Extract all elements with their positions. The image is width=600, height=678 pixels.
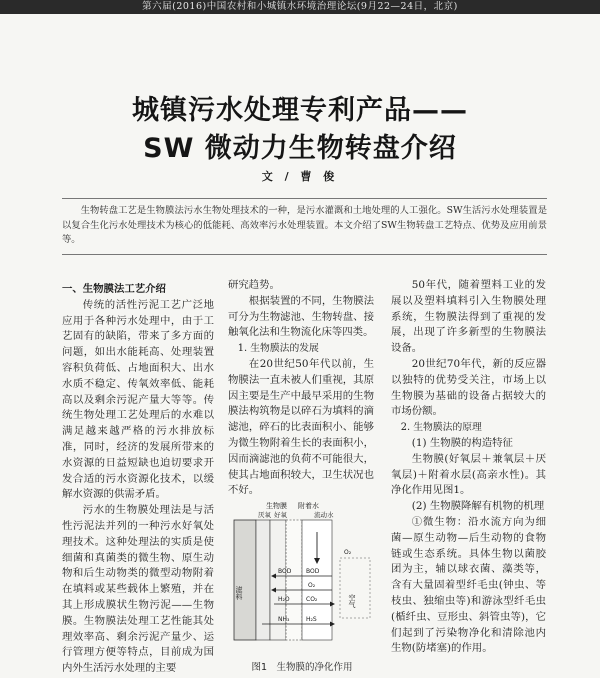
paragraph: (2) 生物膜降解有机物的机理: [411, 500, 545, 513]
carrier-block: [234, 520, 256, 640]
author-byline: 文 / 曹 俊: [261, 170, 339, 183]
body-column-3: [391, 278, 546, 674]
abstract: 生物转盘工艺是生物膜法污水生物处理技术的一种，是污水灌溉和土地处理的人工强化。SW生活污水处理装置是以复合生化污水处理技术为核心的低能耗、高效率污水处理装置。本文介绍了SW生物转盘工艺特点、优势及应用前景等。: [62, 205, 547, 246]
gas-arrow-head: [330, 622, 335, 627]
label-air: 空气: [348, 594, 356, 608]
abstract-top-rule: [62, 198, 547, 199]
label-attached-water: 附着水: [298, 502, 319, 510]
paragraph: 根据装置的不同，生物膜法可分为生物滤池、生物转盘、接触氧化法和生物流化床等四类。: [228, 294, 374, 339]
paragraph: (1) 生物膜的构造特征: [411, 436, 513, 449]
label-bod-1: BOD: [306, 568, 320, 575]
label-h2s: H₂S: [306, 616, 317, 623]
paragraph: 研究趋势。: [228, 279, 280, 291]
label-o2-air: O₂: [344, 549, 352, 556]
paragraph: 20世纪70年代，新的反应器以独特的优势受关注，市场上以生物膜为基础的设备占据较大的市场份额。: [391, 357, 546, 418]
journal-header: 第六届(2016)中国农村和小城镇水环境治理论坛(9月22—24日，北京): [0, 0, 600, 14]
paragraph: 在20世纪50年代以前，生物膜法一直未被人们重视，其原因主要是生产中最早采用的生物膜法构筑物是以碎石为填料的滴滤池，碎石的比表面积小、能够为微生物附着生长的表面积小，因而滴滤池的负荷不可能很大，使其占地面积较大，卫生状况也不好。: [228, 357, 374, 497]
label-o2: O₂: [308, 582, 316, 589]
paragraph: 污水的生物膜处理法是与活性污泥法并列的一种污水好氧处理技术。这种处理法的实质是使细菌和真菌类的微生物、原生动物和后生动物类的微型动物附着在填料或某些载体上繁殖，并在其上形成膜状生物污泥——生物膜。生物膜法处理工艺性能其处理效率高、剩余污泥产量少、运行管理方便等特点，目前成为国内外生活污水处理的主要: [62, 504, 214, 674]
article-title-line2: SW 微动力生物转盘介绍: [143, 133, 457, 164]
label-flowing-water: 流动水: [314, 511, 334, 519]
subsection-heading: 1. 生物膜法的发展: [237, 343, 319, 355]
label-biofilm: 生物膜: [266, 502, 287, 510]
product-arrow-head: [330, 602, 335, 607]
air-zone: [340, 558, 370, 618]
figure-1: [222, 498, 382, 674]
body-column-2: [228, 278, 374, 498]
label-bod-2: BOD: [278, 568, 292, 575]
paragraph: ①微生物：沿水流方向为细菌—原生动物—后生动物的食物链或生态系统。具体生物以菌胶团为主，辅以球衣菌、藻类等，含有大量固着型纤毛虫(钟虫、等枝虫、独缩虫等)和游泳型纤毛虫(楯纤虫、豆形虫、斜管虫等)，它们起到了污染物净化和清除池内生物(防堵塞)的作用。: [391, 515, 546, 655]
label-nh3: NH₃: [278, 616, 290, 623]
label-aerobic: 好氧: [274, 511, 287, 519]
paragraph: 传统的活性污泥工艺广泛地应用于各种污水处理中，由于工艺固有的缺陷，带来了多方面的问题，如出水能耗高、处理装置容积负荷低、占地面积大、出水水质不稳定、传氧效率低、能耗高以及剩余污泥产量大等等。传统生物处理工艺处理后的水难以满足越来越严格的污水排放标准，同时，经济的发展所带来的水资源的日益短缺也迫切要求开发合适的污水资源化技术，以缓解水资源的供需矛盾。: [62, 298, 214, 501]
body-column-1: [62, 282, 214, 674]
label-h2o: H₂O: [278, 596, 290, 603]
label-carrier: 滤料: [235, 586, 243, 600]
subsection-heading: 2. 生物膜法的原理: [400, 422, 482, 434]
abstract-bottom-rule: [62, 254, 547, 255]
section-heading: 一、生物膜法工艺介绍: [62, 283, 166, 295]
anaerobic-layer: [256, 520, 270, 640]
label-co2: CO₂: [306, 596, 318, 603]
article-title-line1: 城镇污水处理专利产品——: [132, 95, 468, 126]
paragraph: 生物膜(好氧层＋兼氧层＋厌氧层)＋附着水层(高亲水性)。其净化作用见图1。: [391, 452, 546, 497]
figure-caption: 图1 生物膜的净化作用: [251, 662, 353, 673]
paragraph: 50年代，随着塑料工业的发展以及塑料填料引入生物膜处理系统，生物膜法得到了重视的发展，出现了许多新型的生物膜法设备。: [391, 279, 546, 355]
label-anaerobic: 厌氧: [258, 511, 271, 519]
biofilm-diagram: [222, 498, 382, 658]
